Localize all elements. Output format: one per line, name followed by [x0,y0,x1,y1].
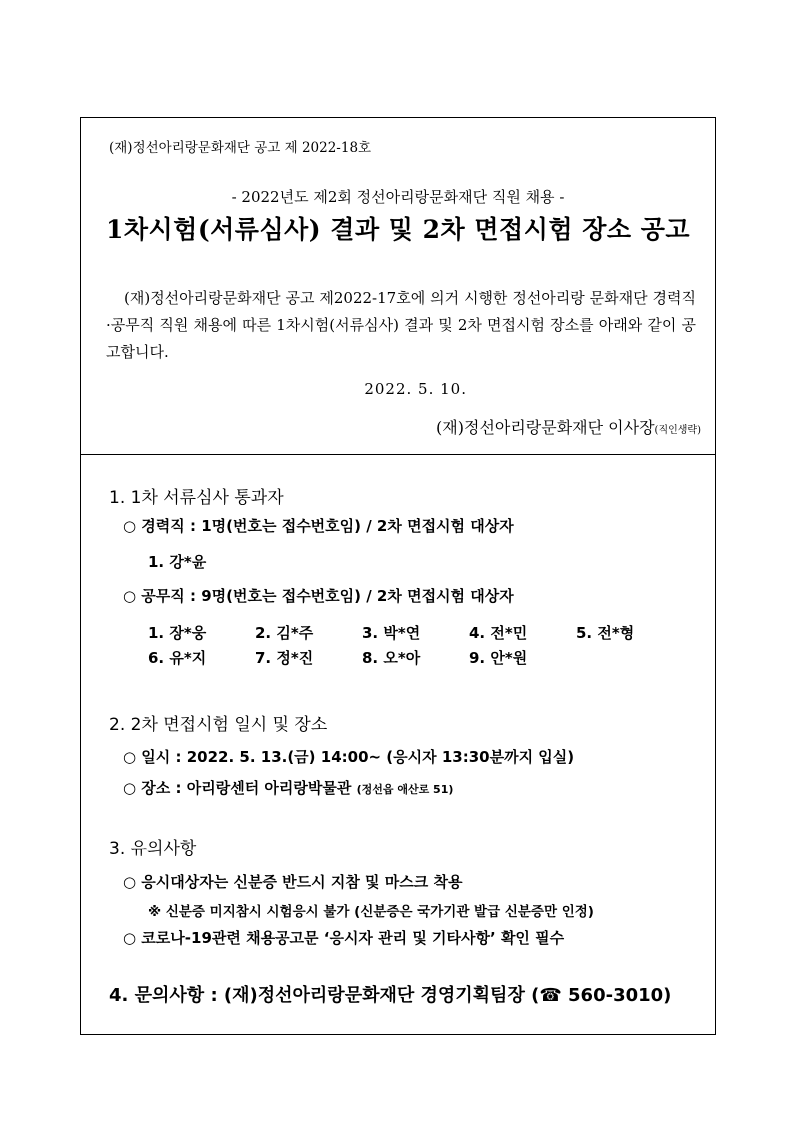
signer-name: (재)정선아리랑문화재단 이사장 [436,418,655,437]
public-names-row1 [148,622,634,643]
notice-number: (재)정선아리랑문화재단 공고 제 2022-18호 [109,140,372,156]
place-text: ○ 장소 : 아리랑센터 아리랑박물관 [123,779,352,797]
contact-line: 4. 문의사항 : (재)정선아리랑문화재단 경영기획팀장 (☎ 560-3010) [109,985,672,1006]
name-item: 8. 오*아 [362,649,421,667]
notice-body: (재)정선아리랑문화재단 공고 제2022-17호에 의거 시행한 정선아리랑 문화재단 경력직·공무직 직원 채용에 따른 1차시험(서류심사) 결과 및 2차 면접시험 장소를 아래와 같이 공고합니다. [106,289,696,361]
public-names-row2 [148,647,576,668]
public-line: ○ 공무직 : 9명(번호는 접수번호임) / 2차 면접시험 대상자 [123,587,514,605]
section2-title: 2. 2차 면접시험 일시 및 장소 [109,715,328,735]
name-item: 4. 전*민 [469,624,528,642]
name-item: 9. 안*원 [469,649,528,667]
interview-datetime: ○ 일시 : 2022. 5. 13.(금) 14:00~ (응시자 13:30분까지 입실) [123,748,575,766]
name-item: 1. 장*웅 [148,624,207,642]
caution-item-2: ○ 코로나-19관련 채용공고문 ‘응시자 관리 및 기타사항’ 확인 필수 [123,929,565,947]
name-item: 2. 김*주 [255,624,314,642]
section3-title: 3. 유의사항 [109,839,197,859]
notice-title: 1차시험(서류심사) 결과 및 2차 면접시험 장소 공고 [105,215,691,244]
notice-signer [436,415,701,438]
notice-frame [80,117,716,1035]
notice-subtitle: - 2022년도 제2회 정선아리랑문화재단 직원 채용 - [231,188,565,206]
notice-date: 2022. 5. 10. [364,380,467,398]
caution-item-1: ○ 응시대상자는 신분증 반드시 지참 및 마스크 착용 [123,873,463,891]
place-address: (정선읍 애산로 51) [356,783,454,796]
section1-title: 1. 1차 서류심사 통과자 [109,488,284,508]
interview-place [123,777,453,798]
name-item: 5. 전*형 [576,624,635,642]
name-item: 7. 정*진 [255,649,314,667]
career-names [148,551,255,572]
name-item: 6. 유*지 [148,649,207,667]
seal-omitted-note: (직인생략) [654,425,701,436]
name-item: 1. 강*윤 [148,553,207,571]
caution-item-1-note: ※ 신분증 미지참시 시험응시 불가 (신분증은 국가기관 발급 신분증만 인정) [148,904,594,920]
notice-header [81,118,715,455]
career-line: ○ 경력직 : 1명(번호는 접수번호임) / 2차 면접시험 대상자 [123,517,514,535]
name-item: 3. 박*연 [362,624,421,642]
